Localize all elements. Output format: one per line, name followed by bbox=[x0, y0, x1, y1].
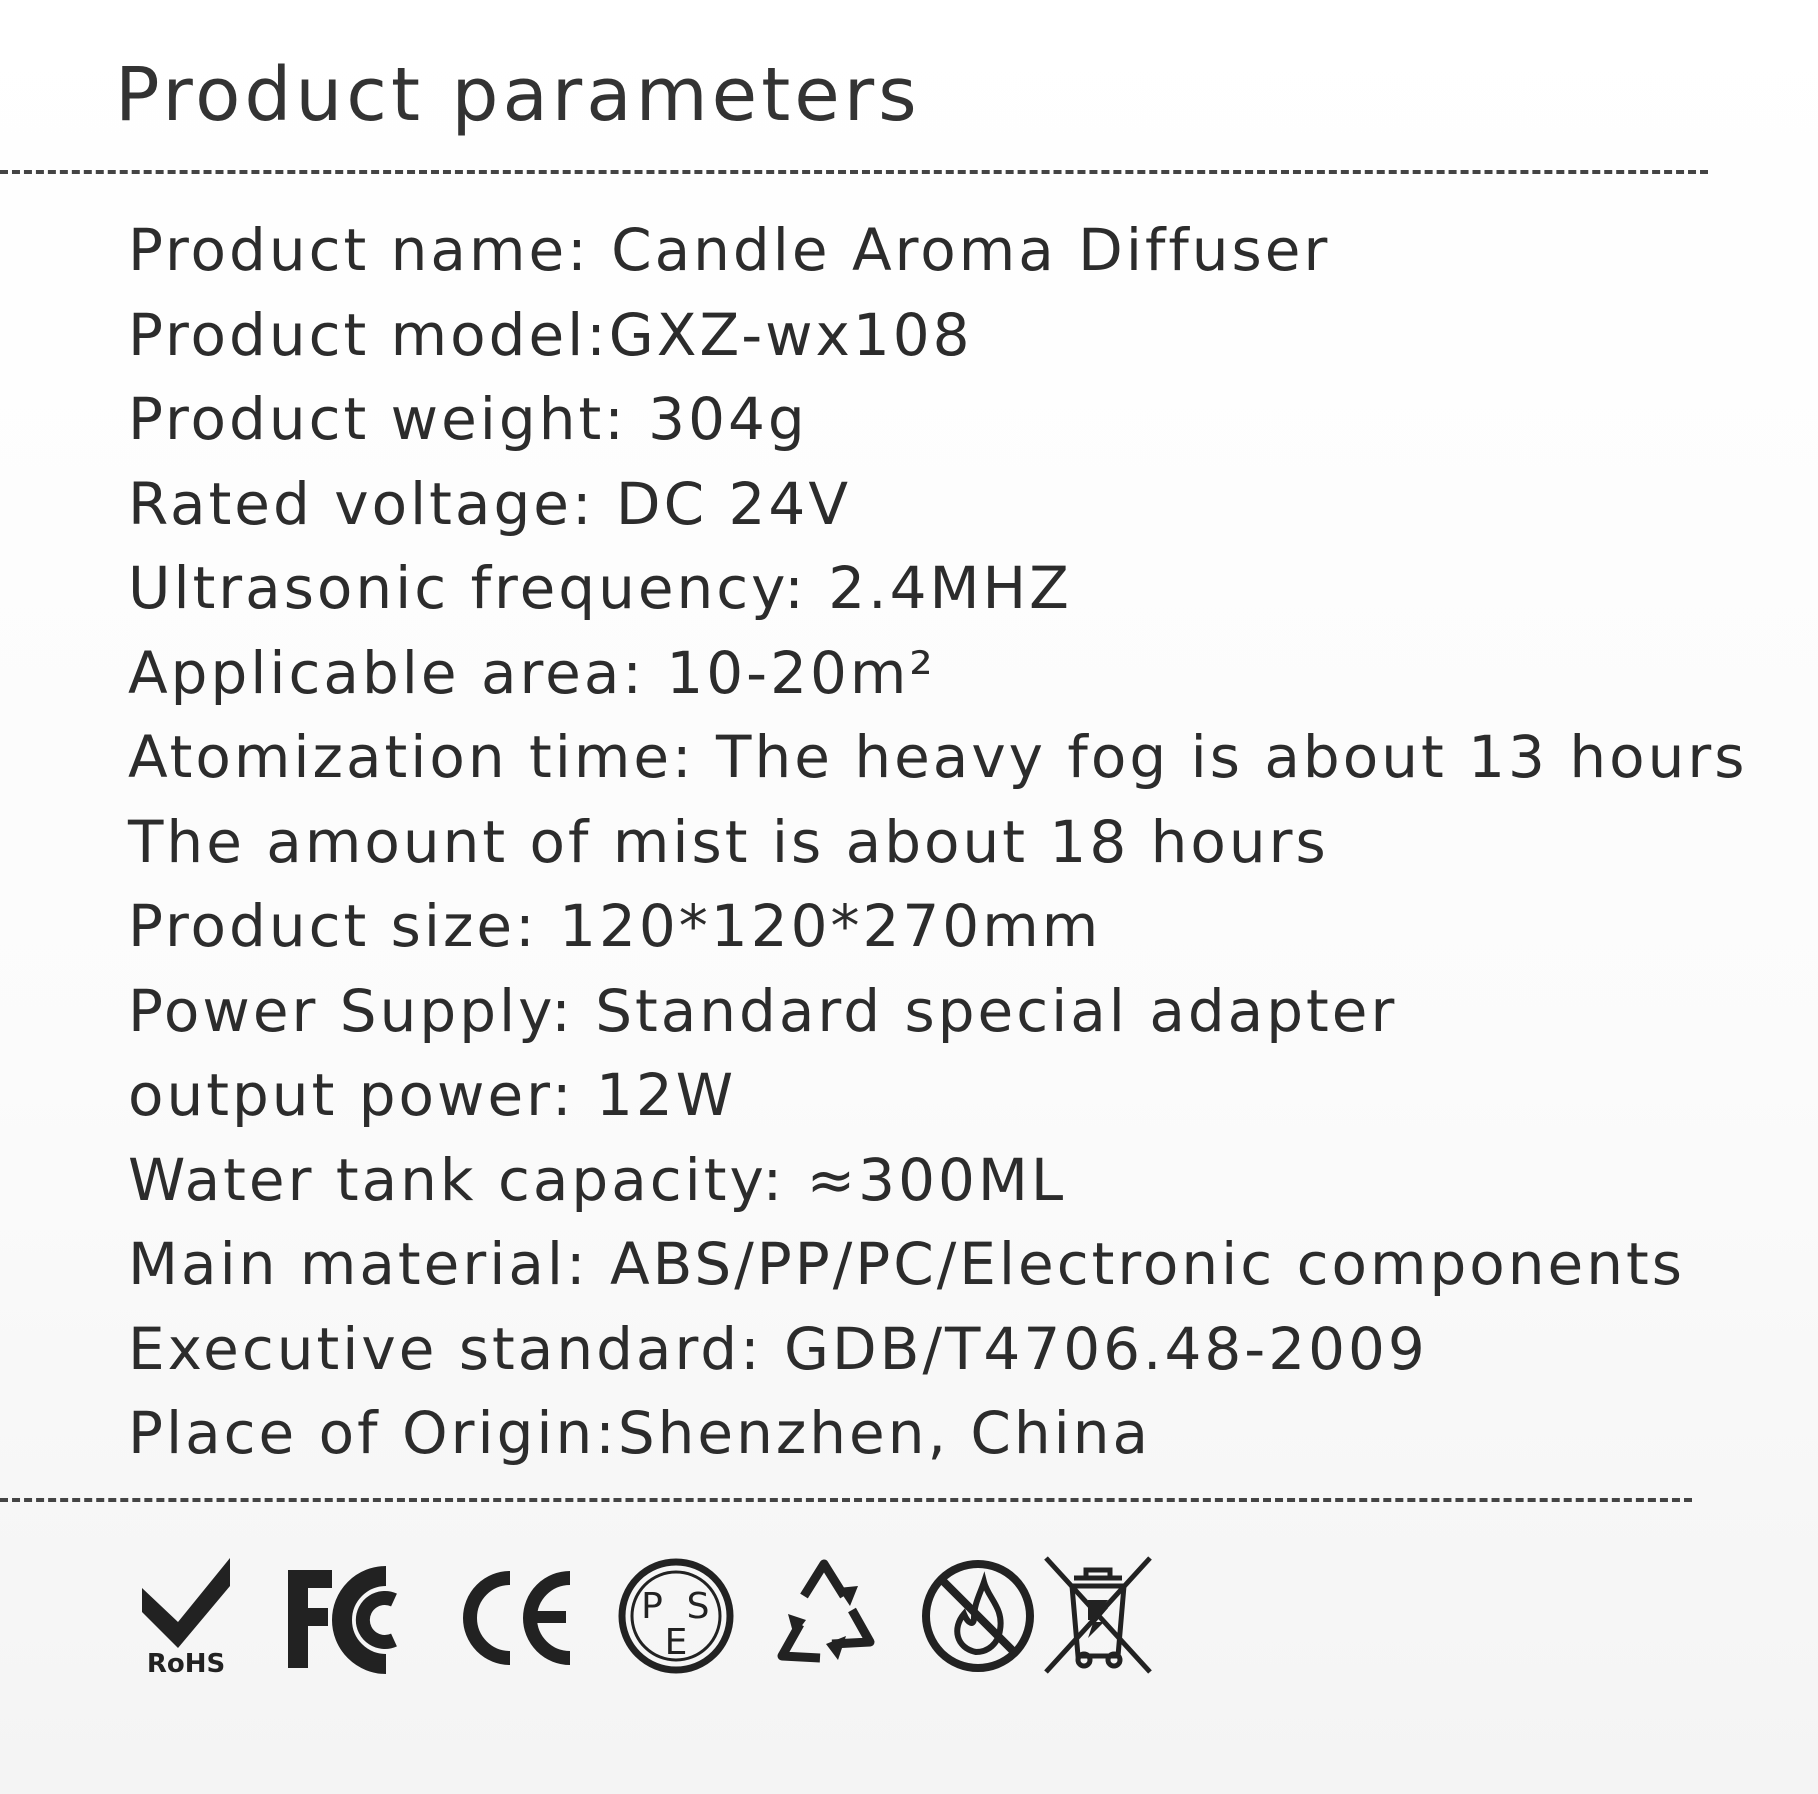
top-dashed-divider bbox=[0, 170, 1708, 174]
weee-bin-icon bbox=[1042, 1556, 1154, 1676]
no-fire-icon bbox=[918, 1556, 1038, 1676]
pse-letter-p: P bbox=[641, 1586, 663, 1627]
pse-icon bbox=[616, 1556, 736, 1676]
param-executive-standard bbox=[128, 1307, 1747, 1392]
param-value: ≈300ML bbox=[785, 1145, 1067, 1214]
param-label: Product size: bbox=[128, 892, 538, 960]
param-value: The heavy fog is about 13 hours bbox=[694, 723, 1748, 791]
param-value: ABS/PP/PC/Electronic components bbox=[588, 1230, 1685, 1298]
recycle-icon bbox=[766, 1556, 886, 1676]
param-product-name bbox=[128, 208, 1747, 293]
param-label: Product model: bbox=[128, 300, 609, 369]
bottom-dashed-divider bbox=[0, 1498, 1692, 1502]
param-output-power bbox=[128, 1053, 1747, 1138]
param-applicable-area bbox=[128, 631, 1747, 716]
param-label: Ultrasonic frequency: bbox=[128, 554, 807, 622]
param-value: GDB/T4706.48-2009 bbox=[762, 1314, 1428, 1383]
param-rated-voltage bbox=[128, 462, 1747, 547]
param-main-material bbox=[128, 1222, 1747, 1307]
param-value: DC 24V bbox=[594, 469, 852, 538]
param-atomization-time bbox=[128, 715, 1747, 800]
page-title: Product parameters bbox=[115, 52, 921, 138]
param-value: 120*120*270mm bbox=[537, 892, 1102, 960]
rohs-check-icon bbox=[138, 1556, 234, 1676]
fcc-icon bbox=[282, 1556, 422, 1676]
param-value: Standard special adapter bbox=[573, 976, 1398, 1045]
param-power-supply bbox=[128, 969, 1747, 1054]
parameter-list bbox=[128, 208, 1747, 1476]
param-value: 304g bbox=[626, 385, 808, 453]
param-label: Power Supply: bbox=[128, 976, 574, 1045]
ce-icon bbox=[458, 1556, 576, 1676]
param-product-model bbox=[128, 293, 1747, 378]
param-mist-amount bbox=[128, 800, 1747, 885]
param-label: output power: bbox=[128, 1061, 575, 1129]
pse-letter-s: S bbox=[686, 1586, 710, 1627]
param-label: Place of Origin: bbox=[128, 1399, 618, 1467]
param-label: Main material: bbox=[128, 1230, 589, 1298]
param-value: Candle Aroma Diffuser bbox=[589, 216, 1331, 284]
param-place-of-origin bbox=[128, 1391, 1747, 1476]
param-label: Rated voltage: bbox=[128, 469, 595, 538]
param-ultrasonic-frequency bbox=[128, 546, 1747, 631]
param-label: Product weight: bbox=[128, 385, 627, 453]
param-value: Shenzhen, China bbox=[617, 1399, 1152, 1467]
param-label: Water tank capacity: bbox=[128, 1145, 786, 1214]
param-value: 10-20m² bbox=[644, 638, 936, 707]
param-label: Atomization time: bbox=[128, 723, 695, 791]
param-product-weight bbox=[128, 377, 1747, 462]
param-value: GXZ-wx108 bbox=[608, 300, 973, 369]
param-value: 12W bbox=[574, 1061, 737, 1129]
param-label: Product name: bbox=[128, 216, 590, 284]
param-label: Executive standard: bbox=[128, 1314, 763, 1383]
param-product-size bbox=[128, 884, 1747, 969]
pse-letter-e: E bbox=[664, 1622, 688, 1663]
param-label: Applicable area: bbox=[128, 638, 645, 707]
param-value: 2.4MHZ bbox=[806, 554, 1072, 622]
rohs-label: RoHS bbox=[146, 1649, 226, 1676]
param-value: The amount of mist is about 18 hours bbox=[128, 807, 1329, 876]
param-water-tank-capacity bbox=[128, 1138, 1747, 1223]
